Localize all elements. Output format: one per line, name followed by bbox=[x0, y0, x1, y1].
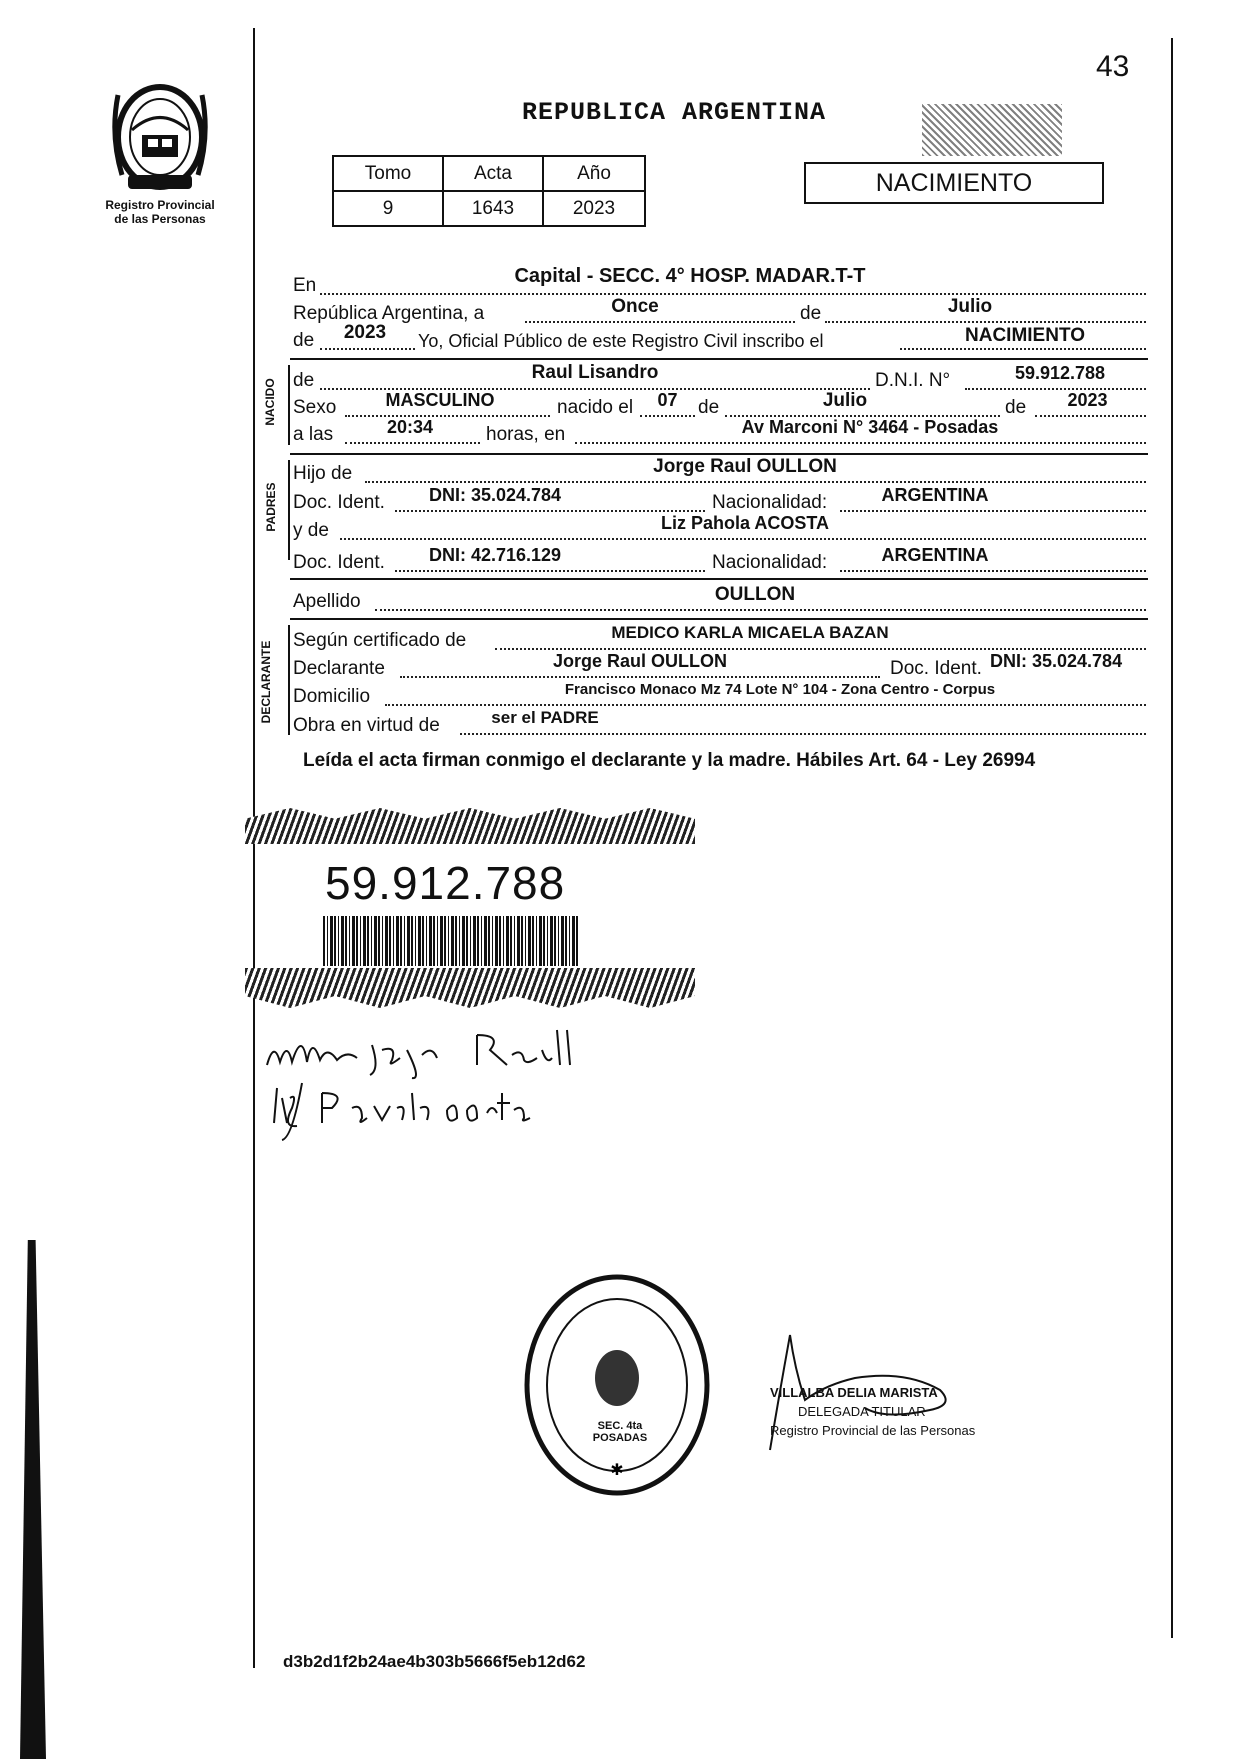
day-value: Once bbox=[611, 296, 659, 317]
signature-madre bbox=[262, 1078, 562, 1143]
certificado-value: MEDICO KARLA MICAELA BAZAN bbox=[611, 623, 889, 642]
acto-dots bbox=[900, 348, 1146, 350]
domicilio-label: Domicilio bbox=[293, 686, 371, 707]
republica-label: República Argentina, a bbox=[293, 303, 485, 324]
en-dots bbox=[320, 293, 1146, 295]
hour-value: 20:34 bbox=[386, 417, 434, 437]
official-office: Registro Provincial de las Personas bbox=[770, 1423, 976, 1438]
father-name: Jorge Raul OULLON bbox=[653, 456, 837, 477]
right-margin-line bbox=[1171, 38, 1173, 1638]
stamp-mark bbox=[922, 104, 1062, 156]
barcode bbox=[323, 916, 578, 966]
sexo-label: Sexo bbox=[293, 397, 337, 418]
nacionalidad-label-2: Nacionalidad: bbox=[712, 552, 828, 573]
father-nat-dots bbox=[840, 510, 1146, 512]
segun-label: Según certificado de bbox=[293, 630, 467, 651]
birth-day-dots bbox=[640, 415, 695, 417]
birth-month-value: Julio bbox=[822, 390, 868, 411]
declarante-doc: DNI: 35.024.784 bbox=[990, 651, 1123, 671]
province-logo bbox=[100, 75, 220, 195]
id-sticker bbox=[245, 808, 695, 1008]
padres-bracket bbox=[288, 460, 290, 560]
day-dots bbox=[525, 321, 795, 323]
registry-name bbox=[85, 198, 235, 226]
official-role: DELEGADA TITULAR bbox=[798, 1404, 926, 1419]
dni-label: D.N.I. N° bbox=[875, 370, 951, 391]
certificado-dots bbox=[495, 648, 1146, 650]
year-value: 2023 bbox=[343, 322, 387, 343]
declarante-dots bbox=[400, 676, 880, 678]
obra-dots bbox=[460, 733, 1146, 735]
birth-year-dots bbox=[1035, 415, 1146, 417]
place-value: Av Marconi N° 3464 - Posadas bbox=[741, 417, 999, 437]
sexo-value: MASCULINO bbox=[385, 390, 495, 410]
doc-ident-label-1: Doc. Ident. bbox=[293, 492, 385, 513]
registry-line-1: Registro Provincial bbox=[105, 198, 215, 212]
separator-4 bbox=[290, 618, 1148, 620]
side-label-declarante: DECLARANTE bbox=[259, 640, 273, 724]
hour-dots bbox=[345, 442, 480, 444]
mother-doc-dots bbox=[395, 570, 705, 572]
a-las-label: a las bbox=[293, 424, 334, 445]
obra-value: ser el PADRE bbox=[491, 708, 599, 727]
mother-nat-dots bbox=[840, 570, 1146, 572]
svg-text:✱: ✱ bbox=[610, 1462, 624, 1479]
de-label-2: de bbox=[293, 330, 315, 351]
table-value-anio: 2023 bbox=[543, 191, 645, 226]
horas-en-label: horas, en bbox=[486, 424, 566, 445]
page-number: 43 bbox=[1096, 50, 1130, 83]
domicilio-value: Francisco Monaco Mz 74 Lote N° 104 - Zona Centro - Corpus bbox=[564, 681, 996, 698]
registry-line-2: de las Personas bbox=[114, 212, 206, 226]
year-dots bbox=[320, 348, 415, 350]
month-dots bbox=[825, 321, 1146, 323]
nacionalidad-label-1: Nacionalidad: bbox=[712, 492, 828, 513]
obra-label: Obra en virtud de bbox=[293, 715, 440, 736]
mother-dots bbox=[340, 538, 1146, 540]
dni-value: 59.912.788 bbox=[1014, 363, 1106, 383]
declarante-bracket bbox=[288, 625, 290, 735]
nacido-bracket bbox=[288, 365, 290, 445]
mother-doc: DNI: 42.716.129 bbox=[428, 545, 562, 565]
de-label-4: de bbox=[698, 397, 720, 418]
seal-inner-text: SEC. 4ta POSADAS bbox=[592, 1420, 648, 1444]
father-dots bbox=[365, 481, 1146, 483]
nacido-el-label: nacido el bbox=[557, 397, 634, 418]
nombre-value: Raul Lisandro bbox=[531, 362, 659, 383]
de-label-3: de bbox=[293, 370, 315, 391]
table-value-tomo: 9 bbox=[333, 191, 443, 226]
y-de-label: y de bbox=[293, 520, 329, 541]
official-name: VILLALBA DELIA MARISTA bbox=[770, 1385, 938, 1400]
month-value: Julio bbox=[947, 296, 993, 317]
declarante-value: Jorge Raul OULLON bbox=[552, 651, 727, 671]
mother-name: Liz Pahola ACOSTA bbox=[660, 513, 829, 533]
apellido-value: OULLON bbox=[714, 584, 796, 605]
de-label-1: de bbox=[800, 303, 822, 324]
mother-nationality: ARGENTINA bbox=[881, 545, 989, 565]
table-header-acta: Acta bbox=[443, 156, 543, 191]
acto-value: NACIMIENTO bbox=[965, 325, 1085, 346]
register-table bbox=[332, 155, 646, 227]
father-nationality: ARGENTINA bbox=[881, 485, 989, 505]
table-header-tomo: Tomo bbox=[333, 156, 443, 191]
domicilio-dots bbox=[385, 704, 1146, 706]
separator-2 bbox=[290, 453, 1148, 455]
doc-type-label: NACIMIENTO bbox=[875, 169, 1033, 197]
signature-declarante bbox=[262, 1020, 612, 1080]
doc-type-box bbox=[804, 162, 1104, 204]
official-seal bbox=[520, 1270, 715, 1500]
declarante-label: Declarante bbox=[293, 658, 385, 679]
sticker-pattern-bottom bbox=[245, 968, 695, 1008]
side-label-padres: PADRES bbox=[264, 482, 278, 532]
sticker-pattern-top bbox=[245, 808, 695, 844]
separator-3 bbox=[290, 578, 1148, 580]
en-label: En bbox=[293, 275, 317, 296]
side-label-nacido: NACIDO bbox=[263, 378, 277, 426]
place-dots bbox=[575, 442, 1146, 444]
official-block bbox=[770, 1383, 1010, 1440]
de-label-5: de bbox=[1005, 397, 1027, 418]
scan-edge-bar bbox=[20, 1240, 46, 1759]
doc-ident-label-2: Doc. Ident. bbox=[293, 552, 385, 573]
country-title: REPUBLICA ARGENTINA bbox=[522, 98, 827, 127]
separator-1 bbox=[290, 358, 1148, 360]
father-doc-dots bbox=[395, 510, 705, 512]
apellido-dots bbox=[375, 609, 1146, 611]
hijo-de-label: Hijo de bbox=[293, 463, 353, 484]
apellido-label: Apellido bbox=[293, 591, 361, 612]
document-hash: d3b2d1f2b24ae4b303b5666f5eb12d62 bbox=[283, 1652, 586, 1671]
en-value: Capital - SECC. 4° HOSP. MADAR.T-T bbox=[514, 265, 866, 287]
table-value-acta: 1643 bbox=[443, 191, 543, 226]
yo-label: Yo, Oficial Público de este Registro Civil inscribo el bbox=[418, 331, 824, 351]
birth-year-value: 2023 bbox=[1067, 390, 1108, 410]
father-doc: DNI: 35.024.784 bbox=[428, 485, 562, 505]
closing-text: Leída el acta firman conmigo el declarante y la madre. Hábiles Art. 64 - Ley 26994 bbox=[303, 750, 1036, 771]
table-header-anio: Año bbox=[543, 156, 645, 191]
declarante-doc-label: Doc. Ident. bbox=[890, 658, 982, 679]
sticker-number: 59.912.788 bbox=[325, 857, 566, 909]
birth-day-value: 07 bbox=[657, 390, 678, 410]
